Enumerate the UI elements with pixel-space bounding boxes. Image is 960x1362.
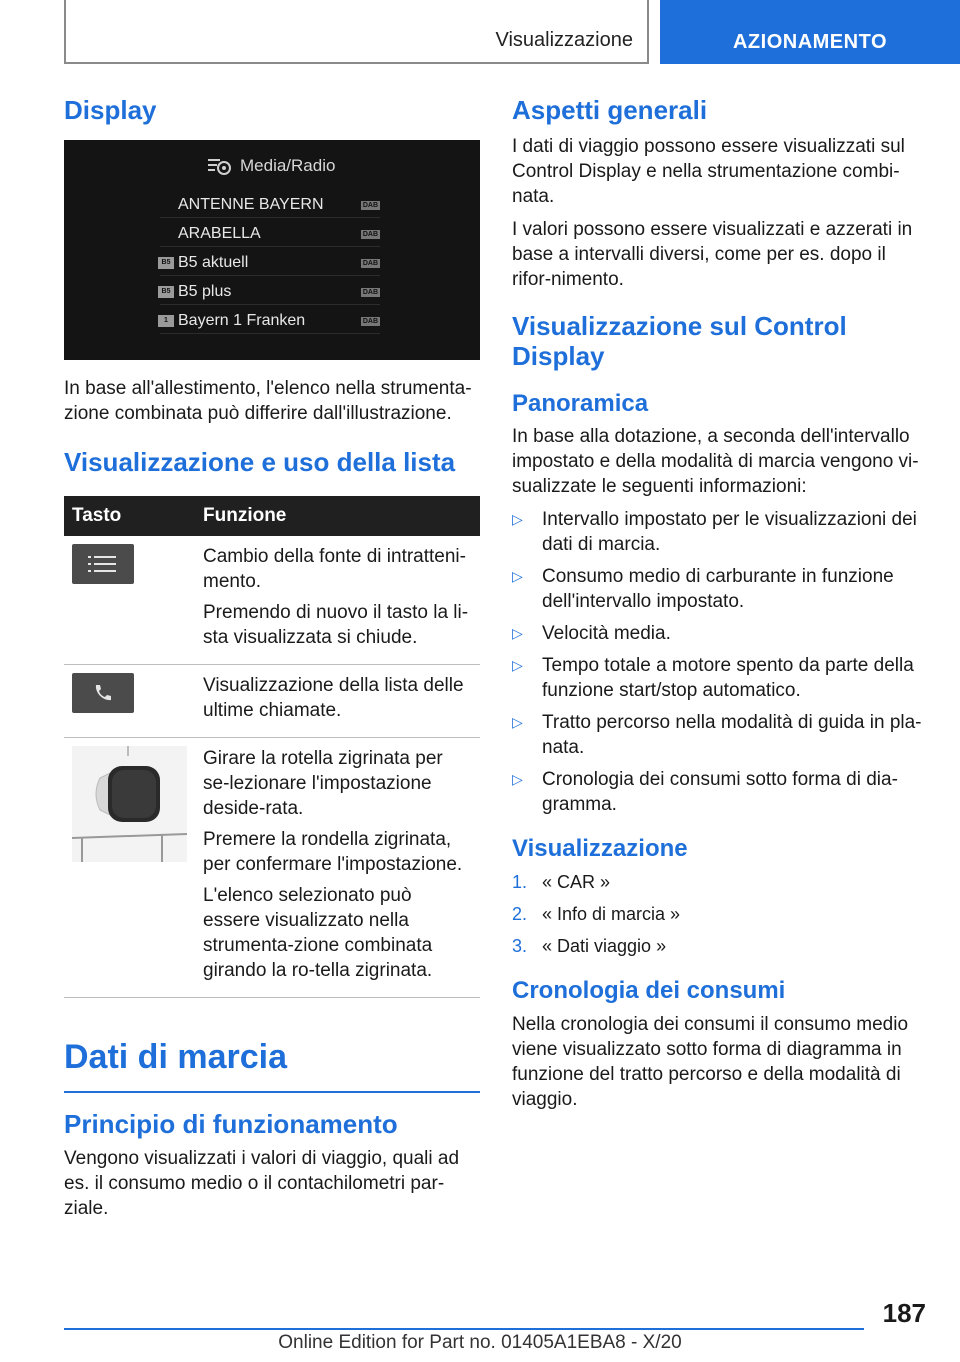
display-steps-list xyxy=(512,870,926,959)
info-bullet-list xyxy=(512,507,926,817)
dab-badge: DAB xyxy=(362,230,378,238)
history-title: Cronologia dei consumi xyxy=(512,977,786,1005)
phone-key xyxy=(72,673,134,713)
triangle-bullet-icon: ▷ xyxy=(512,657,523,674)
media-row-label: B5 aktuell xyxy=(178,254,249,272)
step-number: 3. xyxy=(512,936,528,957)
history-text: Nella cronologia dei consumi il consumo medio viene visualizzato sotto forma di diagramma in funzione del tratto percorso e della modalità di viaggio. xyxy=(512,1014,909,1111)
table-row xyxy=(64,536,480,665)
display-title: Display xyxy=(64,95,157,125)
footer-divider xyxy=(64,1328,864,1330)
media-radio-icon xyxy=(206,156,232,176)
station-logo: B5 xyxy=(158,286,174,298)
step-text: « Info di marcia » xyxy=(542,904,681,925)
dab-badge: DAB xyxy=(362,288,378,296)
triangle-bullet-icon: ▷ xyxy=(512,511,523,528)
overview-title: Panoramica xyxy=(512,389,649,417)
key-cell xyxy=(64,664,195,737)
principle-title: Principio di funzionamento xyxy=(64,1108,398,1139)
media-radio-image xyxy=(64,140,480,360)
list-item-text: Cronologia dei consumi sotto forma di dia-gramma. xyxy=(542,769,898,816)
dab-badge: DAB xyxy=(362,201,378,209)
list-item-text: Intervallo impostato per le visualizzazioni dei dati di marcia. xyxy=(542,509,917,556)
media-row xyxy=(160,310,380,334)
list-item-text: Consumo medio di carburante in funzione dell'intervallo impostato. xyxy=(542,566,894,613)
thumbwheel-image xyxy=(72,746,187,862)
page-number: 187 xyxy=(882,1298,926,1328)
media-row xyxy=(160,281,380,305)
list-item xyxy=(512,902,926,927)
media-row xyxy=(160,223,380,247)
function-cell xyxy=(195,664,480,737)
list-item xyxy=(512,767,926,817)
list-item xyxy=(512,653,926,703)
list-item xyxy=(512,710,926,760)
table-header-row xyxy=(64,496,480,536)
table-row xyxy=(64,664,480,737)
media-row-label: Bayern 1 Franken xyxy=(178,312,306,330)
list-item xyxy=(512,564,926,614)
control-display-title: Visualizzazione sul Control Display xyxy=(512,310,847,371)
function-cell xyxy=(195,536,480,665)
key-cell xyxy=(64,737,195,997)
triangle-bullet-icon: ▷ xyxy=(512,771,523,788)
step-number: 2. xyxy=(512,904,528,925)
function-text: Premendo di nuovo il tasto la li-sta visualizzata si chiude. xyxy=(203,601,469,648)
media-head-label: Media/Radio xyxy=(240,155,336,175)
general-text-2: I valori possono essere visualizzati e azzerati in base a intervalli diversi, come per es. dopo il rifor-nimento. xyxy=(512,218,913,290)
list-icon xyxy=(88,554,118,574)
list-item-text: Tratto percorso nella modalità di guida in pla-nata. xyxy=(542,712,922,759)
step-text: « CAR » xyxy=(542,872,611,893)
function-text: Cambio della fonte di intratteni-mento. xyxy=(203,545,466,592)
chapter-title: Dati di marcia xyxy=(64,1038,480,1093)
header-chapter-tab: AZIONAMENTO xyxy=(660,0,960,64)
list-item-text: Tempo totale a motore spento da parte della funzione start/stop automatico. xyxy=(542,655,914,702)
thumbwheel-icon xyxy=(72,746,187,862)
function-text: L'elenco selezionato può essere visualizzato nella strumenta-zione combinata girando la ro-tella zigrinata. xyxy=(203,884,433,981)
dab-badge: DAB xyxy=(362,259,378,267)
left-column xyxy=(64,96,480,1229)
list-menu-key xyxy=(72,544,134,584)
triangle-bullet-icon: ▷ xyxy=(512,625,523,642)
display-steps-title: Visualizzazione xyxy=(512,835,688,863)
phone-icon xyxy=(92,682,114,704)
media-row-label: ARABELLA xyxy=(178,225,261,243)
header-section: Visualizzazione xyxy=(495,29,633,51)
key-function-table xyxy=(64,496,480,998)
list-item xyxy=(512,934,926,959)
list-title: Visualizzazione e uso della lista xyxy=(64,446,456,477)
right-column xyxy=(512,96,926,1120)
step-number: 1. xyxy=(512,872,528,893)
media-row-label: ANTENNE BAYERN xyxy=(178,196,324,214)
step-text: « Dati viaggio » xyxy=(542,936,667,957)
function-text: Premere la rondella zigrinata, per confermare l'impostazione. xyxy=(203,828,463,875)
media-head xyxy=(206,156,335,176)
table-row xyxy=(64,737,480,997)
triangle-bullet-icon: ▷ xyxy=(512,568,523,585)
display-caption: In base all'allestimento, l'elenco nella strumenta-zione combinata può differire dall'illustrazione. xyxy=(64,377,472,424)
dab-badge: DAB xyxy=(362,317,378,325)
footer-edition: Online Edition for Part no. 01405A1EBA8 - X/20 xyxy=(278,1332,682,1353)
list-item xyxy=(512,621,926,646)
function-text: Visualizzazione della lista delle ultime chiamate. xyxy=(203,674,464,721)
triangle-bullet-icon: ▷ xyxy=(512,714,523,731)
function-text: Girare la rotella zigrinata per se-lezionare l'impostazione deside-rata. xyxy=(203,747,443,819)
media-row-label: B5 plus xyxy=(178,283,232,301)
media-row xyxy=(160,252,380,276)
col-key-header: Tasto xyxy=(64,496,195,536)
header-box xyxy=(64,0,649,64)
general-title: Aspetti generali xyxy=(512,95,708,125)
station-logo: 1 xyxy=(158,315,174,327)
overview-text: In base alla dotazione, a seconda dell'intervallo impostato e della modalità di marcia vengono vi-sualizzate le seguenti informazioni: xyxy=(512,426,919,498)
general-text-1: I dati di viaggio possono essere visualizzati sul Control Display e nella strumentazione combi-nata. xyxy=(512,135,905,207)
col-function-header: Funzione xyxy=(195,496,480,536)
list-item xyxy=(512,507,926,557)
key-cell xyxy=(64,536,195,665)
function-cell xyxy=(195,737,480,997)
list-item xyxy=(512,870,926,895)
list-item-text: Velocità media. xyxy=(542,623,671,645)
media-row xyxy=(160,194,380,218)
station-logo: B5 xyxy=(158,257,174,269)
principle-text: Vengono visualizzati i valori di viaggio, quali ad es. il consumo medio o il contachilometri par-ziale. xyxy=(64,1147,460,1219)
